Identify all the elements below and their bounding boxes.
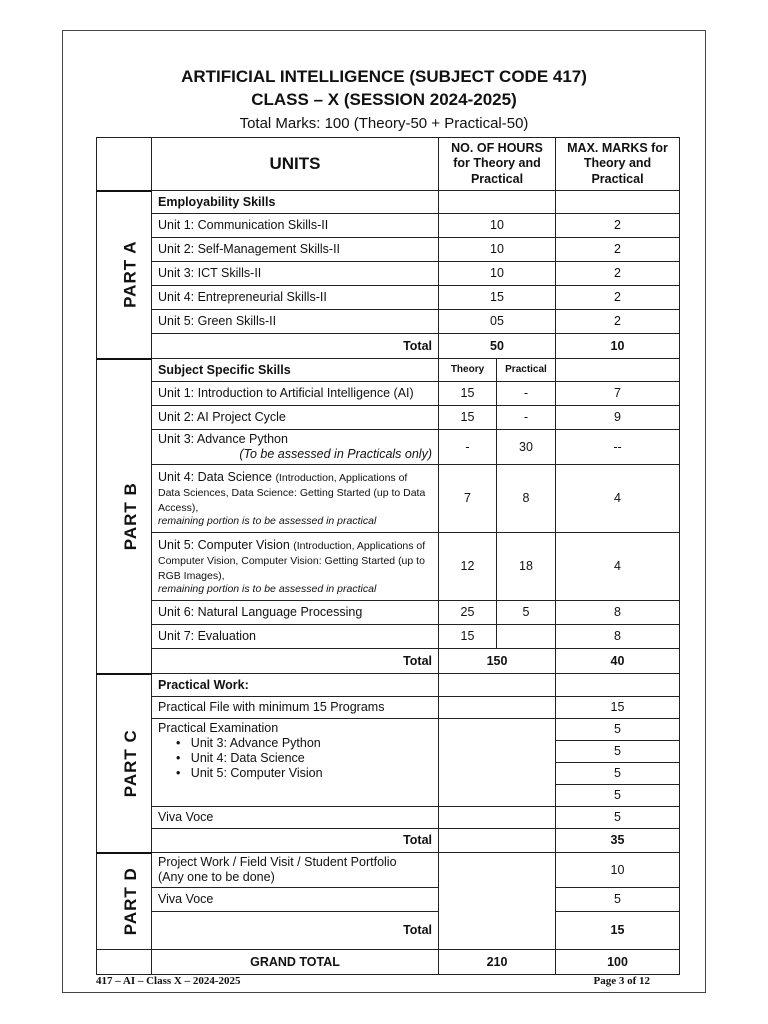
unit-name: Unit 4: Data Science bbox=[158, 469, 272, 484]
part-a-label-cell bbox=[97, 191, 152, 359]
table-row bbox=[97, 807, 680, 829]
exam-item-marks: 5 bbox=[556, 763, 680, 785]
unit-detail: (Introduction, Applications of Data Sciences, Data Science: Getting Started (up to Data Access), bbox=[158, 471, 426, 514]
unit-detail: (Introduction, Applications of Computer Vision, Computer Vision: Getting Started (up to RGB Images), bbox=[158, 539, 426, 582]
table-row bbox=[97, 533, 680, 601]
marks-distribution-table bbox=[96, 137, 680, 975]
table-row bbox=[97, 238, 680, 262]
unit-name: Unit 3: ICT Skills-II bbox=[152, 262, 439, 286]
unit-hours: 15 bbox=[439, 286, 556, 310]
table-row bbox=[97, 697, 680, 719]
exam-item: Unit 5: Computer Vision bbox=[190, 766, 323, 780]
project-cell bbox=[152, 853, 439, 888]
unit-marks: 2 bbox=[556, 238, 680, 262]
document-class-session: CLASS – X (SESSION 2024-2025) bbox=[251, 90, 517, 109]
viva-voce-marks: 5 bbox=[556, 807, 680, 829]
unit-marks: 8 bbox=[556, 625, 680, 649]
table-row bbox=[97, 888, 680, 912]
total-row bbox=[97, 334, 680, 359]
total-row bbox=[97, 649, 680, 674]
unit-marks: 2 bbox=[556, 286, 680, 310]
table-row bbox=[97, 191, 680, 214]
table-row bbox=[97, 406, 680, 430]
total-marks: 35 bbox=[556, 829, 680, 853]
table-row bbox=[97, 853, 680, 888]
part-d-label-cell bbox=[97, 853, 152, 950]
theory-hours: - bbox=[439, 430, 497, 465]
exam-item: Unit 3: Advance Python bbox=[190, 736, 321, 750]
practical-subheader: Practical bbox=[497, 359, 556, 382]
grand-total-label: GRAND TOTAL bbox=[152, 950, 439, 975]
header-hours: NO. OF HOURS for Theory and Practical bbox=[439, 138, 556, 191]
unit-cell bbox=[152, 465, 439, 533]
project-marks: 10 bbox=[556, 853, 680, 888]
total-hours: 150 bbox=[439, 649, 556, 674]
unit-note: remaining portion is to be assessed in practical bbox=[158, 582, 377, 595]
unit-marks: 9 bbox=[556, 406, 680, 430]
table-row bbox=[97, 310, 680, 334]
total-marks: 15 bbox=[556, 912, 680, 950]
unit-name: Unit 6: Natural Language Processing bbox=[152, 601, 439, 625]
theory-hours: 12 bbox=[439, 533, 497, 601]
table-row bbox=[97, 359, 680, 382]
practical-hours: 18 bbox=[497, 533, 556, 601]
total-label: Total bbox=[152, 829, 439, 853]
table-row bbox=[97, 719, 680, 741]
unit-hours: 10 bbox=[439, 262, 556, 286]
unit-note: (To be assessed in Practicals only) bbox=[239, 447, 432, 461]
table-header-row bbox=[97, 138, 680, 191]
header-marks: MAX. MARKS for Theory and Practical bbox=[556, 138, 680, 191]
unit-marks: 7 bbox=[556, 382, 680, 406]
theory-hours: 15 bbox=[439, 406, 497, 430]
section-heading: Practical Work: bbox=[152, 674, 439, 697]
total-marks-subtitle: Total Marks: 100 (Theory-50 + Practical-50) bbox=[239, 115, 529, 132]
total-label: Total bbox=[152, 649, 439, 674]
unit-name: Unit 5: Green Skills-II bbox=[152, 310, 439, 334]
unit-marks: -- bbox=[556, 430, 680, 465]
section-heading: Subject Specific Skills bbox=[152, 359, 439, 382]
unit-cell bbox=[152, 430, 439, 465]
practical-hours: - bbox=[497, 382, 556, 406]
list-item: • Unit 5: Computer Vision bbox=[176, 766, 323, 780]
unit-name: Unit 1: Introduction to Artificial Intelligence (AI) bbox=[152, 382, 439, 406]
header-units: UNITS bbox=[152, 138, 439, 191]
unit-cell bbox=[152, 533, 439, 601]
grand-total-marks: 100 bbox=[556, 950, 680, 975]
part-a-label: PART A bbox=[120, 240, 140, 309]
exam-item: Unit 4: Data Science bbox=[190, 751, 305, 765]
practical-exam-marks: 5 bbox=[556, 719, 680, 741]
unit-name: Unit 7: Evaluation bbox=[152, 625, 439, 649]
list-item: • Unit 3: Advance Python bbox=[176, 736, 321, 750]
unit-marks: 8 bbox=[556, 601, 680, 625]
unit-hours: 05 bbox=[439, 310, 556, 334]
total-marks: 10 bbox=[556, 334, 680, 359]
table-row bbox=[97, 625, 680, 649]
unit-name: Unit 4: Entrepreneurial Skills-II bbox=[152, 286, 439, 310]
unit-name: Unit 1: Communication Skills-II bbox=[152, 214, 439, 238]
section-heading: Employability Skills bbox=[152, 191, 439, 214]
table-row bbox=[97, 430, 680, 465]
unit-hours: 10 bbox=[439, 214, 556, 238]
unit-marks: 2 bbox=[556, 214, 680, 238]
list-item: • Unit 4: Data Science bbox=[176, 751, 305, 765]
practical-file-marks: 15 bbox=[556, 697, 680, 719]
theory-hours: 7 bbox=[439, 465, 497, 533]
total-row bbox=[97, 829, 680, 853]
viva-voce: Viva Voce bbox=[152, 888, 439, 912]
unit-marks: 2 bbox=[556, 262, 680, 286]
part-b-label-cell bbox=[97, 359, 152, 674]
viva-voce: Viva Voce bbox=[152, 807, 439, 829]
exam-item-marks: 5 bbox=[556, 785, 680, 807]
unit-name: Unit 2: Self-Management Skills-II bbox=[152, 238, 439, 262]
table-row bbox=[97, 286, 680, 310]
exam-item-marks: 5 bbox=[556, 741, 680, 763]
unit-marks: 4 bbox=[556, 465, 680, 533]
theory-subheader: Theory bbox=[439, 359, 497, 382]
viva-voce-marks: 5 bbox=[556, 888, 680, 912]
practical-exam-cell bbox=[152, 719, 439, 807]
total-label: Total bbox=[152, 912, 439, 950]
part-b-label: PART B bbox=[120, 481, 140, 550]
unit-name: Unit 2: AI Project Cycle bbox=[152, 406, 439, 430]
part-c-label: PART C bbox=[120, 728, 140, 797]
total-row bbox=[97, 912, 680, 950]
theory-hours: 15 bbox=[439, 382, 497, 406]
unit-name: Unit 5: Computer Vision bbox=[158, 537, 290, 552]
unit-name: Unit 3: Advance Python bbox=[158, 432, 288, 446]
table-row bbox=[97, 382, 680, 406]
practical-hours bbox=[497, 625, 556, 649]
footer-page-number: Page 3 of 12 bbox=[593, 975, 650, 987]
unit-hours: 10 bbox=[439, 238, 556, 262]
theory-hours: 15 bbox=[439, 625, 497, 649]
table-row bbox=[97, 601, 680, 625]
footer-left: 417 – AI – Class X – 2024-2025 bbox=[96, 975, 241, 987]
project-work: Project Work / Field Visit / Student Portfolio bbox=[158, 855, 397, 869]
practical-file: Practical File with minimum 15 Programs bbox=[152, 697, 439, 719]
practical-hours: 30 bbox=[497, 430, 556, 465]
table-row bbox=[97, 262, 680, 286]
part-c-label-cell bbox=[97, 674, 152, 853]
total-marks: 40 bbox=[556, 649, 680, 674]
unit-marks: 2 bbox=[556, 310, 680, 334]
table-row bbox=[97, 214, 680, 238]
unit-marks: 4 bbox=[556, 533, 680, 601]
header-part-blank bbox=[97, 138, 152, 191]
part-d-label: PART D bbox=[120, 867, 140, 936]
unit-note: remaining portion is to be assessed in practical bbox=[158, 514, 377, 527]
grand-total-hours: 210 bbox=[439, 950, 556, 975]
total-hours: 50 bbox=[439, 334, 556, 359]
document-title: ARTIFICIAL INTELLIGENCE (SUBJECT CODE 417) bbox=[181, 67, 587, 86]
theory-hours: 25 bbox=[439, 601, 497, 625]
table-row bbox=[97, 465, 680, 533]
table-row bbox=[97, 674, 680, 697]
practical-hours: - bbox=[497, 406, 556, 430]
practical-hours: 8 bbox=[497, 465, 556, 533]
practical-hours: 5 bbox=[497, 601, 556, 625]
project-note: (Any one to be done) bbox=[158, 870, 275, 884]
grand-total-row bbox=[97, 950, 680, 975]
total-label: Total bbox=[152, 334, 439, 359]
practical-exam-label: Practical Examination bbox=[158, 721, 279, 735]
